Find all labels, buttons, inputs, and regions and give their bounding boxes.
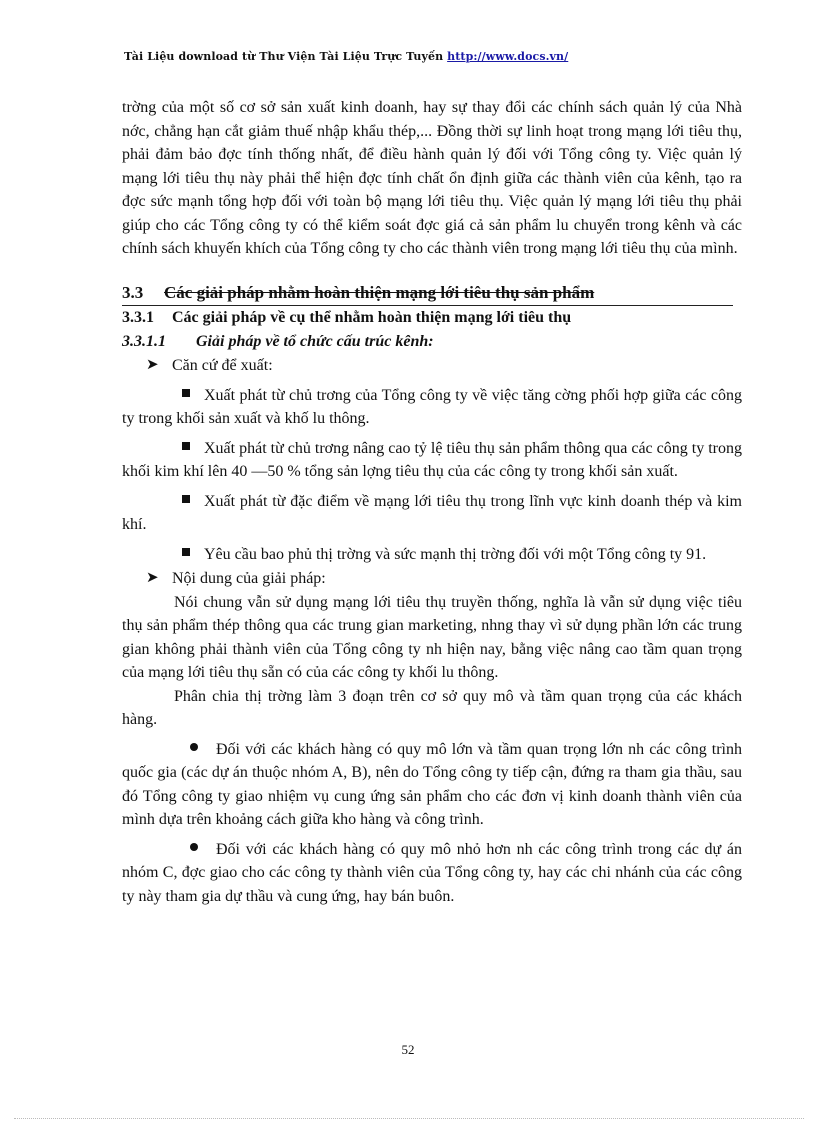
subsection-title: Các giải pháp về cụ thể nhằm hoàn thiện mạng lới tiêu thụ [172, 309, 572, 326]
round-bullet-icon [190, 743, 198, 751]
basis-item: Xuất phát từ chủ trơng của Tổng công ty về việc tăng cờng phối hợp giữa các công ty trong khối sản xuất và khố lu thông. [122, 386, 742, 427]
content-paragraph: Nói chung vẫn sử dụng mạng lới tiêu thụ truyền thống, nghĩa là vẫn sử dụng việc tiêu thụ sản phẩm thép thông qua các trung gian marketing, nhng thay vì sử dụng phần lớn các trung gian không phải thành viên của Tổng công ty nh hiện nay, bằng việc nâng cao tầm quan trọng của mạng lới tiêu thụ sẵn có của các công ty khối lu thông. [122, 593, 742, 681]
content-paragraph: Phân chia thị trờng làm 3 đoạn trên cơ sở quy mô và tầm quan trọng của các khách hàng. [122, 687, 742, 728]
round-bullet-icon [190, 843, 198, 851]
basis-item: Yêu cầu bao phủ thị trờng và sức mạnh thị trờng đối với một Tổng công ty 91. [122, 543, 742, 567]
section-heading [122, 281, 733, 307]
content-bullet: Đối với các khách hàng có quy mô lớn và tầm quan trọng lớn nh các công trình quốc gia (các dự án thuộc nhóm A, B), nên do Tổng công ty tiếp cận, đứng ra tham gia thầu, sau đó Tổng công ty giao nhiệm vụ cung ứng sản phẩm cho các đơn vị kinh doanh thành viên của mình dựa trên khoảng cách giữa kho hàng và công trình. [122, 740, 742, 828]
basis-item: Xuất phát từ chủ trơng nâng cao tỷ lệ tiêu thụ sản phẩm thông qua các công ty trong khối kim khí lên 40 —50 % tổng sản lợng tiêu thụ của các công ty trong khối sản xuất. [122, 439, 742, 480]
page-bottom-rule [14, 1118, 804, 1119]
basis-heading [122, 354, 742, 378]
content-heading [122, 567, 742, 591]
basis-item: Xuất phát từ đặc điểm về mạng lới tiêu thụ trong lĩnh vực kinh doanh thép và kim khí. [122, 492, 742, 533]
section-number: 3.3 [122, 282, 144, 302]
header-text: Tài Liệu download từ Thư Viện Tài Liệu Trực Tuyến [124, 50, 444, 63]
section-title: Các giải pháp nhằm hoàn thiện mạng lới tiêu thụ sản phẩm [164, 282, 595, 302]
subsection-number: 3.3.1 [122, 309, 154, 326]
square-bullet-icon [182, 495, 190, 503]
document-body [122, 96, 742, 908]
square-bullet-icon [182, 389, 190, 397]
intro-paragraph: trờng của một số cơ sở sản xuất kinh doanh, hay sự thay đổi các chính sách quản lý của Nhà nớc, chẳng hạn cắt giảm thuế nhập khẩu thép,... Đồng thời sự linh hoạt trong mạng lới tiêu thụ, phải đảm bảo đợc tính thống nhất, để điều hành quản lý đối với Tổng công ty. Việc quản lý mạng lới tiêu thụ này phải thể hiện đợc tính chất ổn định giữa các thành viên của kênh, tạo ra đợc sức mạnh tổng hợp đối với toàn bộ mạng lới tiêu thụ. Việc quản lý mạng lới tiêu thụ phải giúp cho các Tổng công ty có thể kiểm soát đợc giá cả sản phẩm lu chuyển trong kênh và các chính sách khuyến khích của Tổng công ty cho các thành viên trong mạng lới tiêu thụ của mình. [122, 99, 742, 257]
header-link[interactable]: http://www.docs.vn/ [447, 50, 569, 63]
content-label: Nội dung của giải pháp: [172, 570, 326, 587]
square-bullet-icon [182, 548, 190, 556]
subsubsection-heading [122, 330, 742, 354]
arrow-bullet-icon: ➤ [146, 570, 159, 586]
subsection-heading [122, 306, 742, 330]
subsubsection-title: Giải pháp về tổ chức cấu trúc kênh: [196, 332, 434, 350]
page-header [124, 50, 568, 63]
content-bullet: Đối với các khách hàng có quy mô nhỏ hơn nh các công trình trong các dự án nhóm C, đợc giao cho các công ty thành viên của Tổng công ty, hay các chi nhánh của các công ty này tham gia dự thầu và cung ứng, hay bán buôn. [122, 840, 742, 905]
square-bullet-icon [182, 442, 190, 450]
arrow-bullet-icon: ➤ [146, 357, 159, 373]
basis-label: Căn cứ để xuất: [172, 357, 273, 374]
page-number: 52 [401, 1042, 415, 1057]
subsubsection-number: 3.3.1.1 [122, 332, 166, 350]
